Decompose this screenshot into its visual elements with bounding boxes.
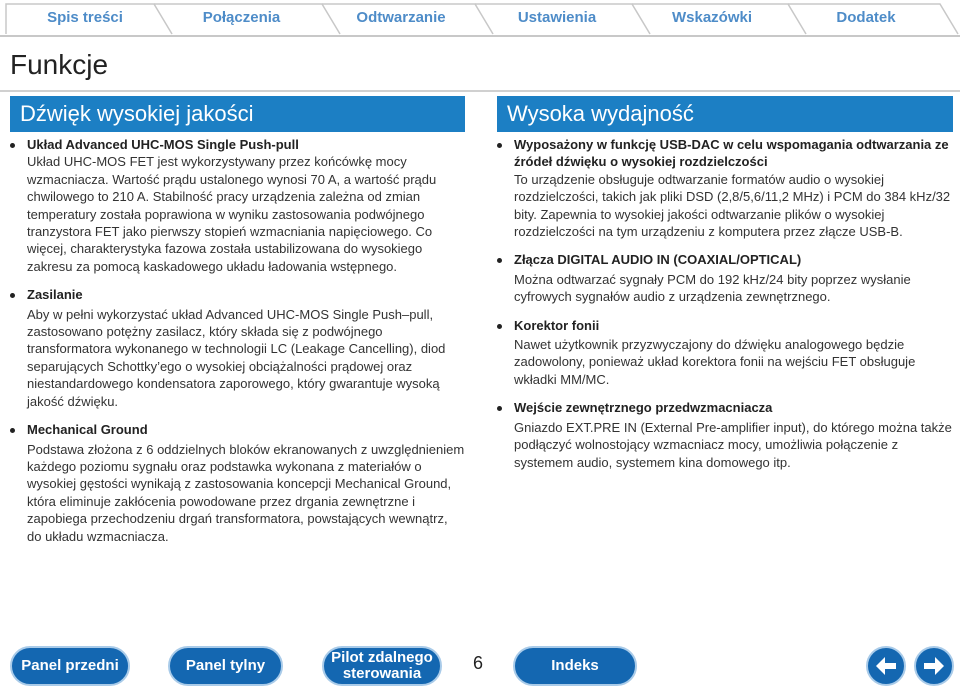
list-item (10, 286, 465, 410)
bullet-icon (497, 406, 502, 411)
tab-appendix[interactable]: Dodatek (836, 9, 896, 26)
arrow-right-icon (922, 656, 946, 676)
item-body: Można odtwarzać sygnały PCM do 192 kHz/24 bity poprzez wysłanie cyfrowych sygnałów audio z urządzenia zewnętrznego. (514, 271, 911, 305)
remote-label-line1: Pilot zdalnego (331, 649, 433, 666)
item-body: Nawet użytkownik przyzwyczajony do dźwięku analogowego będzie zadowolony, ponieważ układ korektora fonii na wejściu FET obsługuje wkładki MM/MC. (514, 337, 916, 387)
item-body: Układ UHC-MOS FET jest wykorzystywany przez końcówkę mocy wzmacniacza. Wartość prądu ustalonego wynosi 70 A, a wartość prądu chwilowego to 210 A. Stabilność pracy urządzenia zależna od zmian temperatury została poprawiona w wyniku zastosowania podwójnego tranzystora FET jako pierwszy stopień wzmacniania napięciowego. Co więcej, charakterystyka fazowa została ustabilizowana do wysokiego zakresu za pomocą kaskadowego układu ładowania wstępnego. (27, 154, 437, 274)
index-button[interactable] (513, 646, 637, 686)
item-body: To urządzenie obsługuje odtwarzanie formatów audio o wysokiej rozdzielczości, takich jak pliki DSD (2,8/5,6/11,2 MHz) i PCM do 384 kHz/32 bity. Zapewnia to wysokiej jakości odtwarzanie plików o wysokiej rozdzielczości na tym urządzeniu z komputera przez złącze USB-B. (514, 171, 951, 240)
bullet-icon (10, 293, 15, 298)
index-label: Indeks (551, 657, 599, 674)
item-title: Wejście zewnętrznego przedwzmacniacza (514, 400, 773, 416)
front-panel-label: Panel przedni (21, 657, 119, 674)
item-title: Układ Advanced UHC-MOS Single Push-pull (27, 137, 299, 152)
list-item (497, 251, 953, 305)
list-item (10, 421, 465, 545)
list-item (497, 317, 953, 389)
bullet-icon (497, 258, 502, 263)
page-title: Funkcje (10, 49, 109, 80)
right-column (497, 136, 953, 471)
item-body: Podstawa złożona z 6 oddzielnych bloków ekranowanych z uwzględnieniem każdego poziomu sygnału oraz podstawka wykonana z materiałów o wysokiej gęstości wynikają z zastosowania koncepcji Mechanical Ground, która eliminuje zakłócenia powodowane przez drgania zewnętrzne i zapobiega przechodzeniu drgań transformatora, powstających wewnątrz, do układu wzmacniacza. (27, 441, 465, 544)
tab-playback[interactable]: Odtwarzanie (356, 9, 446, 26)
tab-contents[interactable]: Spis treści (47, 9, 123, 26)
tab-connections[interactable]: Połączenia (202, 9, 281, 26)
item-title: Wyposażony w funkcję USB-DAC w celu wspomagania odtwarzania ze źródeł dźwięku o wysokiej rozdzielczości (514, 137, 949, 170)
bullet-icon (497, 143, 502, 148)
rear-panel-button[interactable] (168, 646, 283, 686)
title-divider (0, 90, 960, 92)
rear-panel-label: Panel tylny (185, 657, 266, 674)
section-heading-sound-quality: Dźwięk wysokiej jakości (10, 96, 465, 132)
bullet-icon (497, 324, 502, 329)
list-item (497, 399, 953, 471)
back-button[interactable] (866, 646, 906, 686)
front-panel-button[interactable] (10, 646, 130, 686)
bullet-icon (10, 143, 15, 148)
tab-tips[interactable]: Wskazówki (671, 9, 753, 26)
item-title: Złącza DIGITAL AUDIO IN (COAXIAL/OPTICAL) (514, 252, 802, 268)
left-column (10, 136, 465, 545)
remote-label-line2: sterowania (342, 665, 422, 682)
forward-button[interactable] (914, 646, 954, 686)
item-body: Aby w pełni wykorzystać układ Advanced UHC-MOS Single Push–pull, zastosowano potężny zasilacz, który składa się z podwójnego transformatora wykonanego w technologii LC (Leakage Cancelling), diod separujących Schottky’ego o wysokiej obciążalności prądowej oraz niestandardowego kondensatora zaporowego, który gwarantuje wysoką jakość dźwięku. (27, 306, 446, 409)
page-number: 6 (473, 653, 484, 673)
remote-control-button[interactable] (322, 646, 442, 686)
top-tab-bar (0, 0, 960, 38)
tab-settings[interactable]: Ustawienia (517, 9, 597, 26)
item-title: Mechanical Ground (27, 422, 148, 438)
bullet-icon (10, 428, 15, 433)
list-item (497, 136, 953, 240)
list-item (10, 136, 465, 275)
item-title: Korektor fonii (514, 317, 600, 333)
arrow-left-icon (874, 656, 898, 676)
item-body: Gniazdo EXT.PRE IN (External Pre-amplifier input), do którego można także podłączyć wolnostojący wzmacniacz mocy, umożliwia połączenie z systemem audio, systemem kina domowego itp. (514, 419, 952, 470)
item-title: Zasilanie (27, 287, 83, 303)
section-heading-performance: Wysoka wydajność (497, 96, 953, 132)
